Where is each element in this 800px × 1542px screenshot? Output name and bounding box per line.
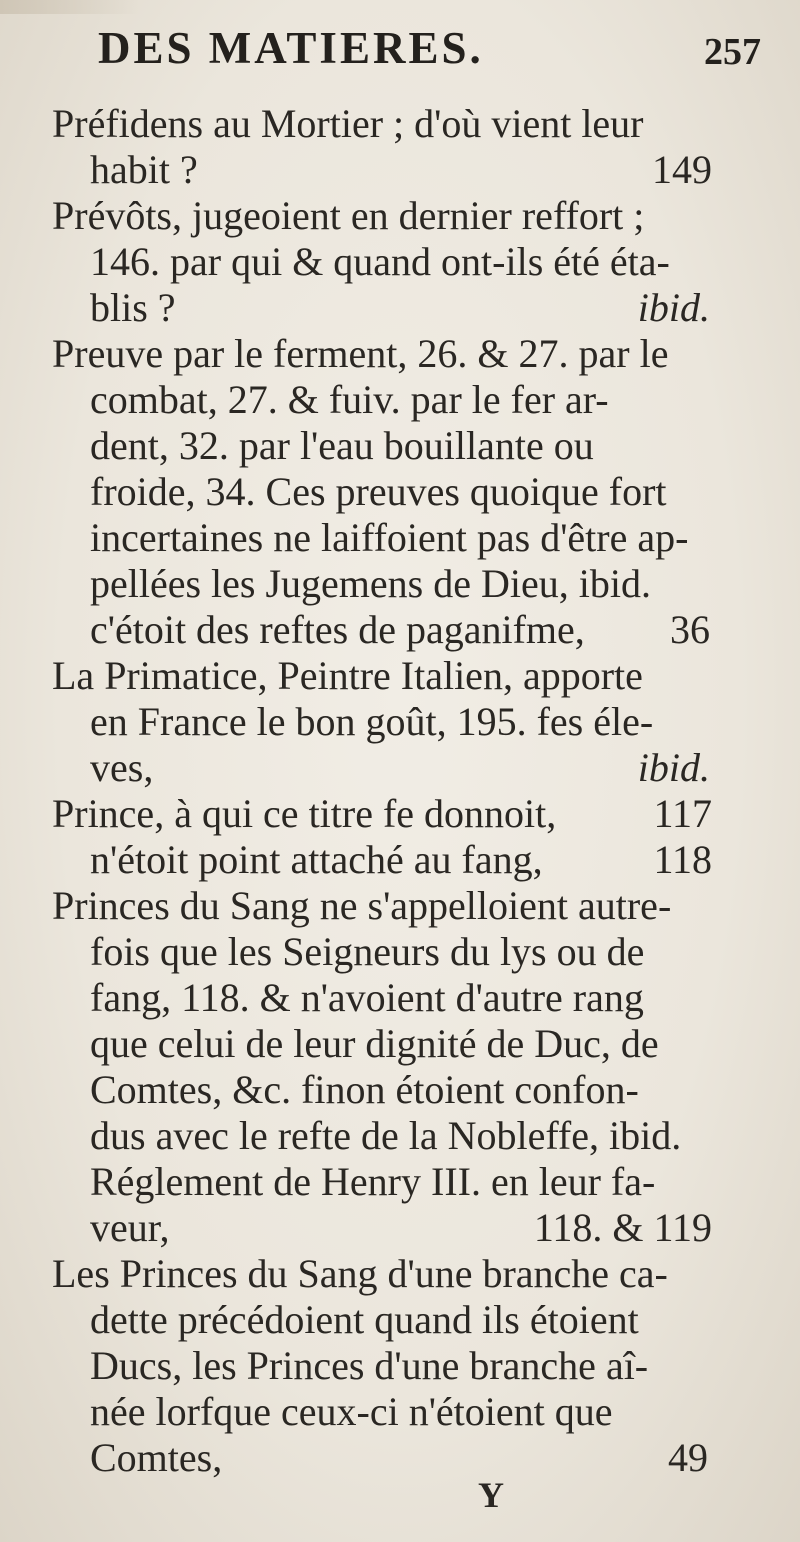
index-line: combat, 27. & fuiv. par le fer ar- bbox=[90, 377, 609, 422]
page-header bbox=[0, 22, 800, 82]
page-reference: 118 bbox=[653, 837, 712, 882]
page-reference: ibid. bbox=[637, 745, 710, 790]
index-line: habit ? bbox=[90, 147, 198, 192]
index-line: veur, bbox=[90, 1205, 170, 1250]
index-line: c'étoit des reftes de paganifme, bbox=[90, 607, 585, 652]
index-line: Les Princes du Sang d'une branche ca- bbox=[52, 1251, 668, 1296]
index-line: dus avec le refte de la Nobleffe, ibid. bbox=[90, 1113, 682, 1158]
running-head: DES MATIERES. bbox=[98, 23, 484, 73]
index-line: froide, 34. Ces preuves quoique fort bbox=[90, 469, 667, 514]
printer-signature: Y bbox=[478, 1475, 504, 1515]
index-line: incertaines ne laiffoient pas d'être ap- bbox=[90, 515, 689, 560]
index-line: dette précédoient quand ils étoient bbox=[90, 1297, 639, 1342]
index-line: Preuve par le ferment, 26. & 27. par le bbox=[52, 331, 669, 376]
index-line: Princes du Sang ne s'appelloient autre- bbox=[52, 883, 672, 928]
index-line: 146. par qui & quand ont-ils été éta- bbox=[90, 239, 670, 284]
page-reference: 118. & 119 bbox=[533, 1205, 712, 1250]
catchword: 49 bbox=[668, 1435, 708, 1480]
index-line: dent, 32. par l'eau bouillante ou bbox=[90, 423, 594, 468]
paper-stain bbox=[0, 0, 140, 14]
index-line: fang, 118. & n'avoient d'autre rang bbox=[90, 975, 644, 1020]
index-line: La Primatice, Peintre Italien, apporte bbox=[52, 653, 643, 698]
index-line: que celui de leur dignité de Duc, de bbox=[90, 1021, 659, 1066]
index-line: ves, bbox=[90, 745, 154, 790]
index-line: Prince, à qui ce titre fe donnoit, bbox=[52, 791, 557, 836]
page-number: 257 bbox=[704, 31, 761, 73]
index-line: pellées les Jugemens de Dieu, ibid. bbox=[90, 561, 651, 606]
page-reference: 117 bbox=[653, 791, 712, 836]
index-line: Réglement de Henry III. en leur fa- bbox=[90, 1159, 656, 1204]
index-line: Ducs, les Princes d'une branche aî- bbox=[90, 1343, 649, 1388]
page-reference: ibid. bbox=[637, 285, 710, 330]
index-line: Comtes, bbox=[90, 1435, 223, 1480]
index-line: née lorfque ceux-ci n'étoient que bbox=[90, 1389, 613, 1434]
page-reference: 149 bbox=[652, 147, 712, 192]
index-line: Prévôts, jugeoient en dernier reffort ; bbox=[52, 193, 645, 238]
index-line: fois que les Seigneurs du lys ou de bbox=[90, 929, 645, 974]
index-line: blis ? bbox=[90, 285, 176, 330]
index-line: Préfidens au Mortier ; d'où vient leur bbox=[52, 101, 644, 146]
index-line: en France le bon goût, 195. fes éle- bbox=[90, 699, 654, 744]
index-line: Comtes, &c. finon étoient confon- bbox=[90, 1067, 639, 1112]
page-reference: 36 bbox=[670, 607, 710, 652]
index-line: n'étoit point attaché au fang, bbox=[90, 837, 543, 882]
